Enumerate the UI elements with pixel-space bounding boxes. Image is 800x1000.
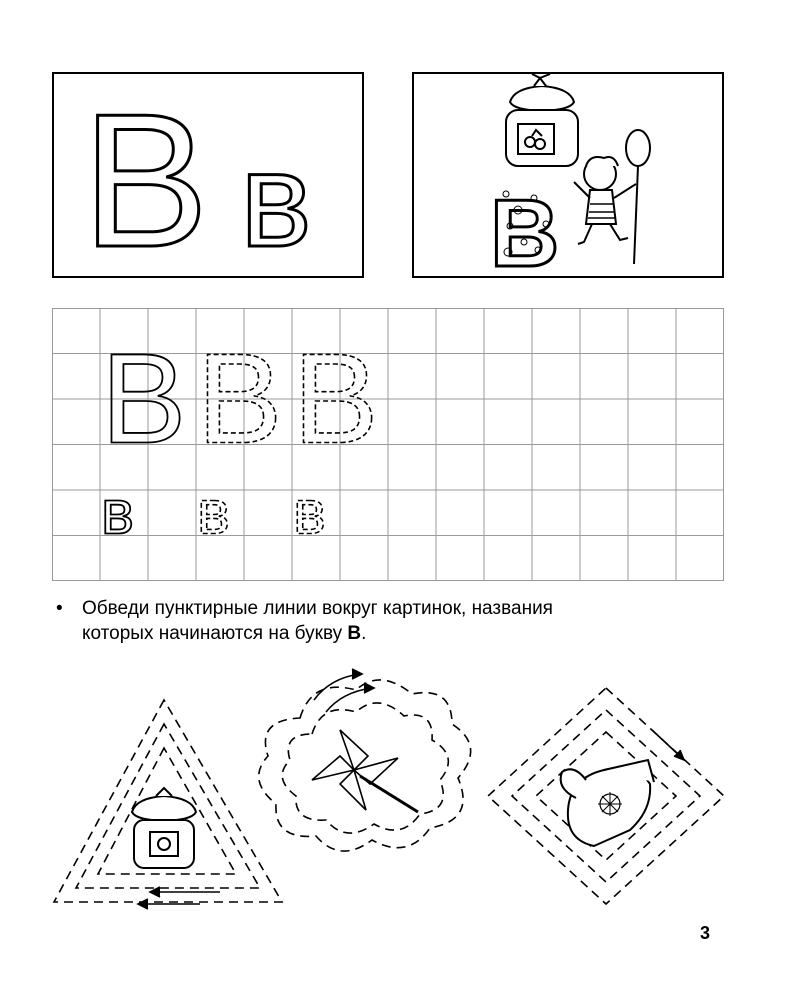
lowercase-letter: в (240, 124, 312, 275)
decorated-letter (490, 180, 559, 276)
page-number: 3 (700, 923, 711, 943)
jam-jar-icon (132, 788, 196, 868)
bullet-icon: • (56, 598, 63, 619)
cloud-trace[interactable] (259, 680, 471, 851)
arrow-icon (138, 887, 220, 909)
trace-lower-letter-2[interactable]: в (196, 478, 230, 548)
boy-with-spoon-icon (574, 130, 650, 264)
capital-letter: В (82, 75, 209, 276)
svg-text:В: В (490, 180, 560, 276)
instruction-line-2: которых начинаются на букву В. (82, 623, 367, 644)
tracing-tasks (0, 660, 800, 920)
instruction-line-1: Обведи пунктирные линии вокруг картинок, названия (82, 598, 553, 619)
trace-upper-letter-3[interactable]: В (292, 327, 379, 471)
mitten-icon (561, 760, 654, 846)
pinwheel-icon (312, 730, 418, 812)
letters-panel (52, 72, 364, 278)
trace-lower-letter-1[interactable]: в (100, 478, 134, 548)
trace-upper-letter-1[interactable]: В (100, 327, 187, 471)
jam-jar-icon (506, 74, 578, 166)
tracing-grid (52, 308, 724, 581)
trace-lower-letter-3[interactable]: в (292, 478, 326, 548)
instruction-letter: В (347, 623, 362, 644)
trace-upper-letter-2[interactable]: В (196, 327, 283, 471)
illustration-panel (412, 72, 724, 278)
